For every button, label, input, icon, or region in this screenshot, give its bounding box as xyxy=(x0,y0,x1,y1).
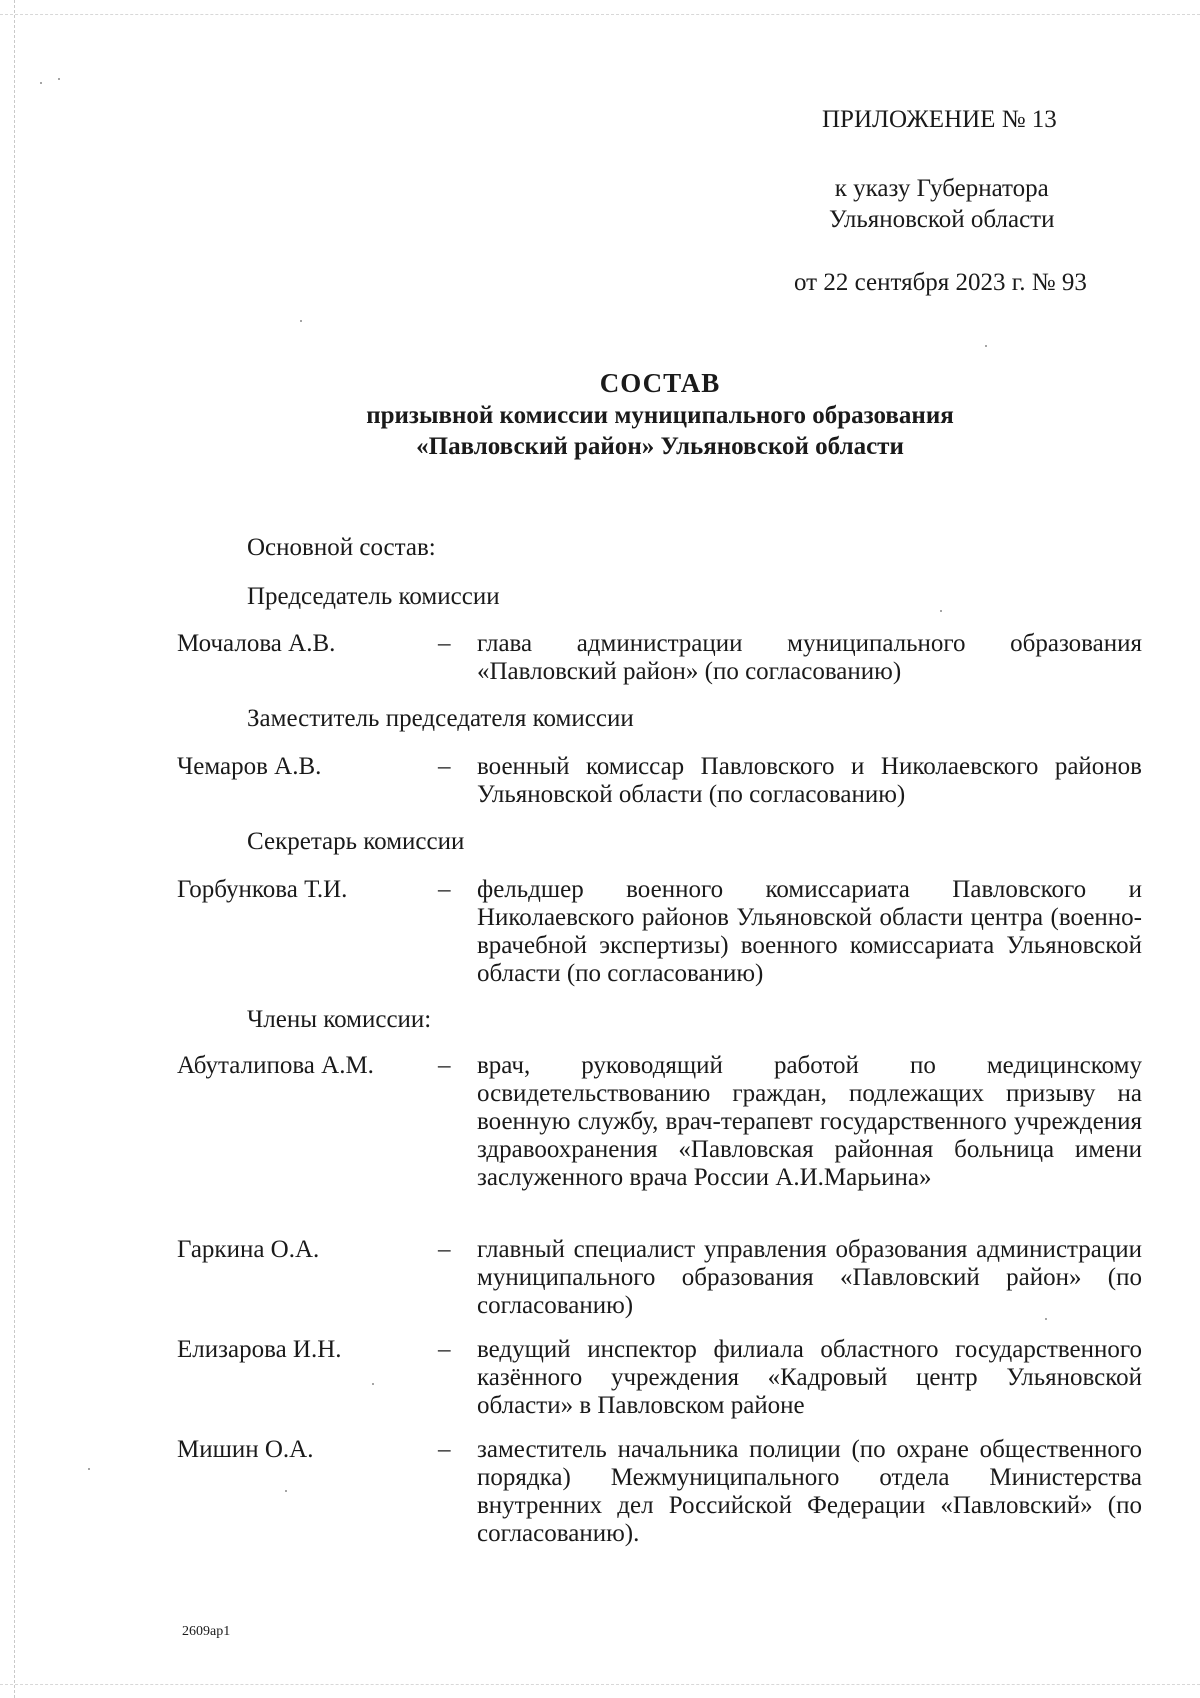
member-role: главный специалист управления образования администрации муниципального образования «Павловский район» (по согласованию) xyxy=(477,1236,1142,1319)
scan-speck xyxy=(58,78,60,80)
document-title xyxy=(160,366,1160,462)
section-chairman: Председатель комиссии xyxy=(247,583,500,610)
member-dash: – xyxy=(438,753,451,780)
member-role: глава администрации муниципального образования «Павловский район» (по согласованию) xyxy=(477,630,1142,685)
member-role: ведущий инспектор филиала областного государственного казённого учреждения «Кадровый центр Ульяновской области» в Павловском районе xyxy=(477,1336,1142,1419)
member-dash: – xyxy=(438,1052,451,1079)
decree-line-2: Ульяновской области xyxy=(829,206,1055,233)
member-dash: – xyxy=(438,630,451,657)
scan-edge-bottom xyxy=(0,1684,1200,1685)
member-role: врач, руководящий работой по медицинскому освидетельствованию граждан, подлежащих призыву на военную службу, врач-терапевт государственного учреждения здравоохранения «Павловская районная больница имени заслуженного врача России А.И.Марьина» xyxy=(477,1052,1142,1191)
decree-line-1: к указу Губернатора xyxy=(834,175,1049,202)
document-code: 2609ap1 xyxy=(182,1624,231,1639)
member-dash: – xyxy=(438,1336,451,1363)
member-name: Мочалова А.В. xyxy=(177,630,336,657)
member-role: фельдшер военного комиссариата Павловского и Николаевского районов Ульяновской области центра (военно-врачебной экспертизы) военного комиссариата Ульяновской области (по согласованию) xyxy=(477,876,1142,987)
title-sub-line-2: «Павловский район» Ульяновской области xyxy=(416,433,904,460)
member-dash: – xyxy=(438,1436,451,1463)
scan-speck xyxy=(985,345,987,347)
decree-date: от 22 сентября 2023 г. № 93 xyxy=(794,269,1087,296)
title-sub-line-1: призывной комиссии муниципального образования xyxy=(366,402,954,429)
scan-edge-top xyxy=(0,14,1200,15)
appendix-number: ПРИЛОЖЕНИЕ № 13 xyxy=(822,106,1057,133)
member-dash: – xyxy=(438,1236,451,1263)
section-deputy: Заместитель председателя комиссии xyxy=(247,705,634,732)
scan-speck xyxy=(285,1490,287,1492)
scan-speck xyxy=(300,320,302,322)
member-name: Абуталипова А.М. xyxy=(177,1052,374,1079)
section-members: Члены комиссии: xyxy=(247,1006,432,1033)
member-role: военный комиссар Павловского и Николаевского районов Ульяновской области (по согласованию) xyxy=(477,753,1142,808)
member-name: Елизарова И.Н. xyxy=(177,1336,342,1363)
member-name: Гаркина О.А. xyxy=(177,1236,320,1263)
scan-speck xyxy=(88,1468,90,1470)
decree-reference xyxy=(829,173,1054,235)
member-name: Горбункова Т.И. xyxy=(177,876,348,903)
member-role: заместитель начальника полиции (по охране общественного порядка) Межмуниципального отдела Министерства внутренних дел Российской Федерации «Павловский» (по согласованию). xyxy=(477,1436,1142,1547)
section-main-composition: Основной состав: xyxy=(247,534,436,561)
scan-speck xyxy=(40,82,42,84)
member-name: Чемаров А.В. xyxy=(177,753,322,780)
title-main: СОСТАВ xyxy=(599,368,721,398)
scan-edge-left xyxy=(14,0,15,1698)
member-dash: – xyxy=(438,876,451,903)
section-secretary: Секретарь комиссии xyxy=(247,828,465,855)
scan-speck xyxy=(940,610,942,612)
scan-speck xyxy=(372,1383,374,1385)
member-name: Мишин О.А. xyxy=(177,1436,314,1463)
